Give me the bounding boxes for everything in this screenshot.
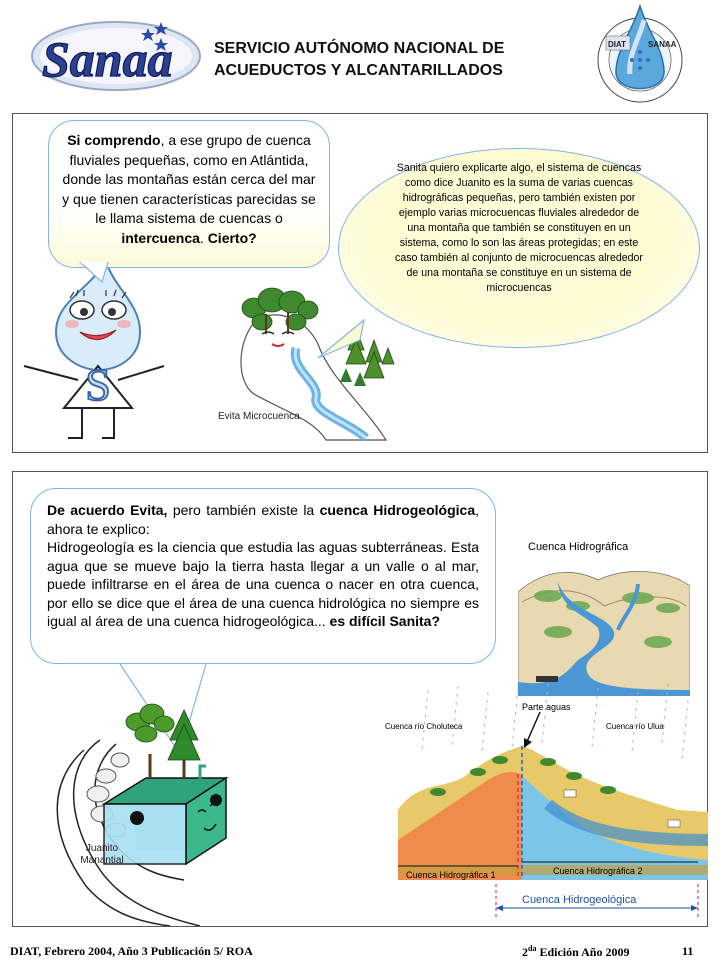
evita-speech-bubble: Sanita quiero explicarte algo, el sistema de cuencas como dice Juanito es la suma de varias cuencas hidrográficas pequeñas, pero también existen por ejemplo varias microcuencas fluviales alrededor de una montaña que también se constituyen en un sistema, como lo son las áreas protegidas; en este caso también al conjunto de microcuencas alrededor de una montaña se constituye en un sistema de microcuencas [338,148,700,348]
sanita-shirt-letter: S [85,359,111,410]
svg-text:DIAT: DIAT [608,40,627,49]
juanito-manantial-illustration [40,700,290,926]
org-name-line-1: SERVICIO AUTÓNOMO NACIONAL DE [214,40,505,57]
org-name-line-2: ACUEDUCTOS Y ALCANTARILLADOS [214,62,503,79]
cuenca-hidrografica-1-label: Cuenca Hidrográfica 1 [406,870,496,880]
footer-publication-info: DIAT, Febrero 2004, Año 3 Publicación 5/ ROA [10,944,253,958]
sanita-character [18,262,168,448]
footer-edition: $2^{da}$ Edición Año 2009 [522,944,630,959]
sanaa-logo-text: Sanaa [42,31,173,87]
cuenca-ulua-label: Cuenca río Ulua [606,722,664,731]
juanito-speech-bubble: De acuerdo Evita, pero también existe la cuenca Hidrogeológica, ahora te explico: Hidrogeología es la ciencia que estudia las aguas subterráneas. Esta agua que se mueve bajo la tierra hasta llegar a un valle o al mar, puede infiltrarse en el área de una cuenca o nacer en otra cuenca, por ello se dice que el área de una cuenca hidrológica no siempre es igual al área de una cuenca hidrogeológica... es difícil Sanita? [30,488,496,664]
cuenca-hidrogeologica-label: Cuenca Hidrogeológica [522,894,637,906]
organization-name [214,38,584,82]
evita-bubble-tail [316,318,366,362]
sanita-bubble-tail [78,262,118,286]
page-number: 11 [682,944,694,958]
juanito-caption: Juanito Manantial [80,843,124,866]
evita-caption: Evita Microcuenca [218,411,300,422]
cuenca-hidrografica-illustration [518,562,690,696]
cuenca-choluteca-label: Cuenca río Choluteca [385,722,463,731]
parte-aguas-label: Parte aguas [522,702,571,712]
cuenca-hidrografica-label: Cuenca Hidrográfica [528,541,629,553]
sanaa-logo [28,10,203,95]
cuenca-hidrografica-2-label: Cuenca Hidrográfica 2 [553,866,643,876]
diat-seal [592,2,688,110]
svg-text:SANAA: SANAA [648,40,677,49]
sanita-speech-bubble: Si comprendo, a ese grupo de cuenca fluviales pequeñas, como en Atlántida, donde las montañas están cerca del mar y que tienen características parecidas se le llama sistema de cuencas o intercuenca. Cierto? [48,120,330,268]
